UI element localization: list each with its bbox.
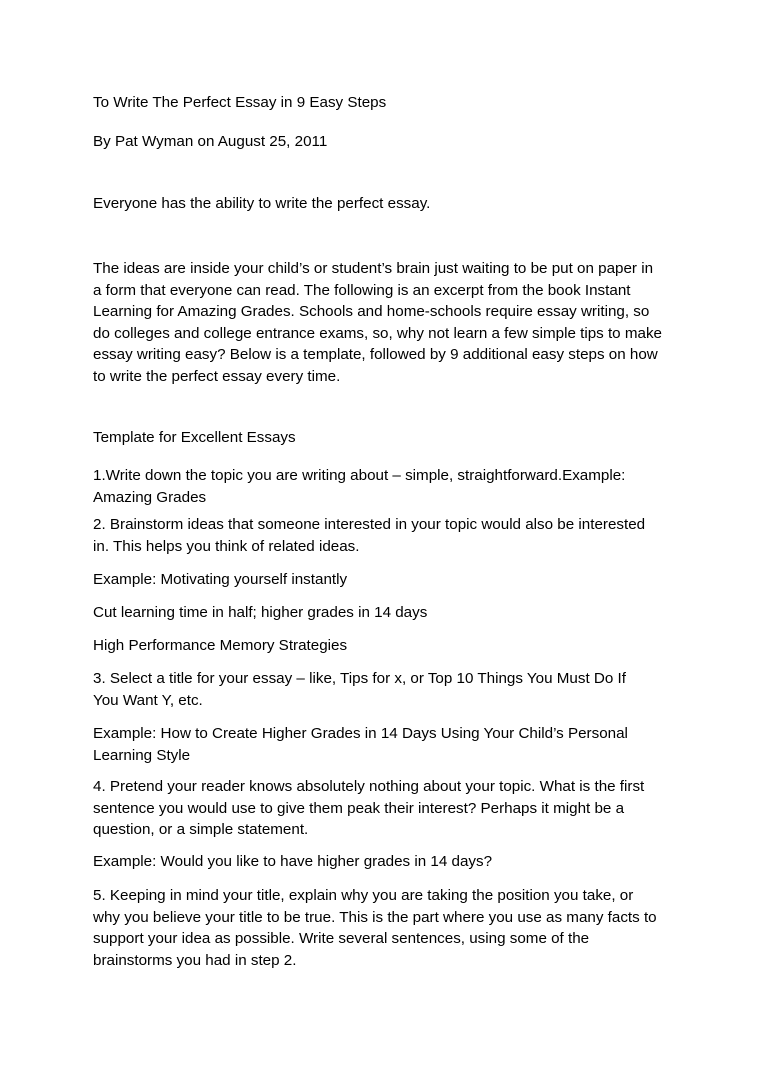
step-line: brainstorms you had in step 2.	[93, 951, 297, 969]
step-line: Amazing Grades	[93, 488, 207, 506]
intro-paragraph	[93, 258, 693, 387]
step-line: 4. Pretend your reader knows absolutely nothing about your topic. What is the first	[93, 778, 645, 795]
step-line: sentence you would use to give them peak their interest? Perhaps it might be a	[93, 799, 625, 817]
byline: By Pat Wyman on August 25, 2011	[93, 133, 328, 150]
step-3	[93, 668, 693, 711]
paragraph-line: to write the perfect essay every time.	[93, 367, 341, 385]
step-5	[93, 885, 693, 971]
step-line: 3. Select a title for your essay – like, Tips for x, or Top 10 Things You Must Do If	[93, 670, 626, 687]
step-line: You Want Y, etc.	[93, 691, 203, 709]
example-3	[93, 723, 693, 766]
example-2b: Cut learning time in half; higher grades in 14 days	[93, 604, 428, 621]
paragraph-line: a form that everyone can read. The following is an excerpt from the book Instant	[93, 281, 631, 299]
paragraph-line: essay writing easy? Below is a template, followed by 9 additional easy steps on how	[93, 346, 658, 363]
document-title: To Write The Perfect Essay in 9 Easy Steps	[93, 94, 387, 111]
paragraph-line: Learning for Amazing Grades. Schools and home-schools require essay writing, so	[93, 303, 650, 320]
step-line: 5. Keeping in mind your title, explain why you are taking the position you take, or	[93, 887, 634, 904]
step-line: question, or a simple statement.	[93, 821, 309, 838]
template-heading: Template for Excellent Essays	[93, 429, 296, 446]
step-line: 1.Write down the topic you are writing about – simple, straightforward.Example:	[93, 467, 626, 484]
example-2a: Example: Motivating yourself instantly	[93, 571, 348, 588]
example-2c: High Performance Memory Strategies	[93, 637, 348, 654]
step-line: support your idea as possible. Write several sentences, using some of the	[93, 930, 590, 947]
step-line: why you believe your title to be true. This is the part where you use as many facts to	[93, 908, 657, 926]
paragraph-line: The ideas are inside your child’s or student’s brain just waiting to be put on paper in	[93, 260, 654, 277]
example-4: Example: Would you like to have higher grades in 14 days?	[93, 853, 493, 870]
example-line: Example: How to Create Higher Grades in 14 Days Using Your Child’s Personal	[93, 725, 628, 742]
step-2	[93, 514, 693, 557]
example-line: Learning Style	[93, 746, 191, 764]
step-line: 2. Brainstorm ideas that someone interested in your topic would also be interested	[93, 516, 646, 533]
intro-sentence: Everyone has the ability to write the perfect essay.	[93, 195, 431, 212]
paragraph-line: do colleges and college entrance exams, so, why not learn a few simple tips to make	[93, 324, 662, 342]
step-1	[93, 465, 693, 508]
step-line: in. This helps you think of related ideas.	[93, 537, 360, 555]
step-4	[93, 776, 693, 841]
